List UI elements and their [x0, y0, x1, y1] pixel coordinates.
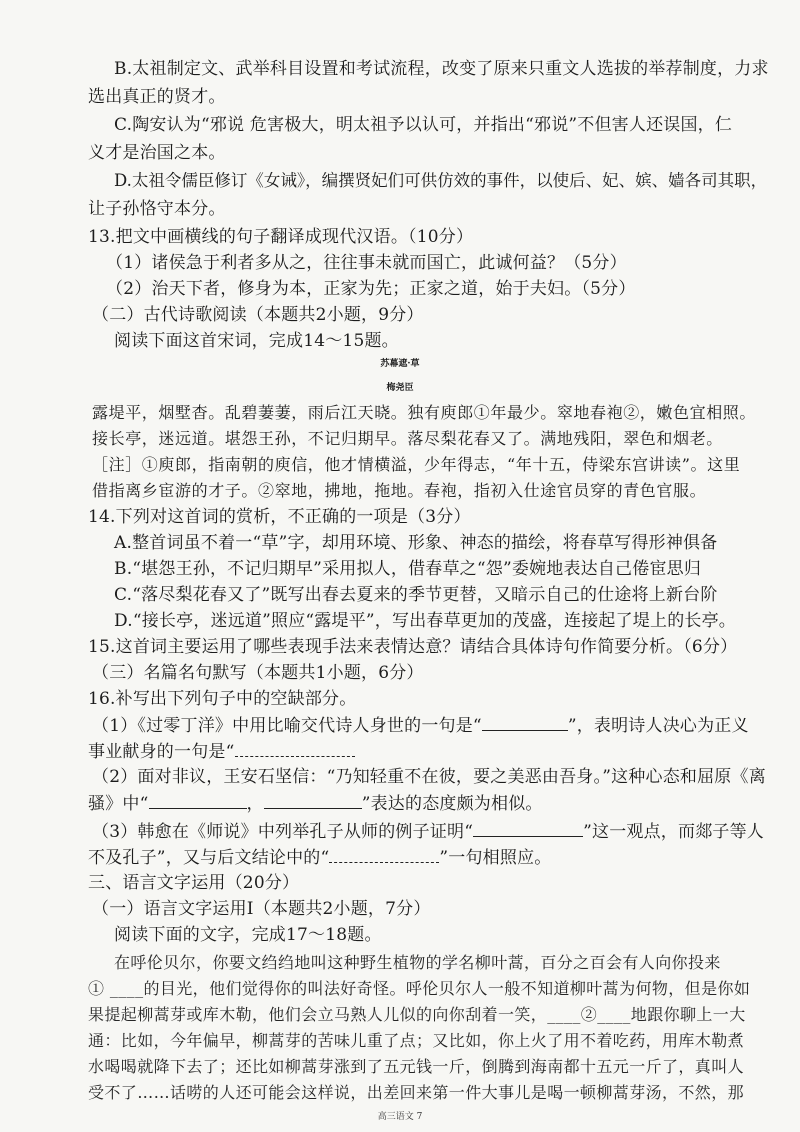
q14-option-d: D.“接长亭，迷远道”照应“露堤平”，写出春草更加的茂盛，连接起了堤上的长亭。: [114, 611, 736, 631]
q16-item-1-line-2: [88, 740, 355, 763]
q16-blank-2b[interactable]: [264, 792, 362, 809]
passage-line-5: 水喝喝就降下去了；还比如柳蒿芽涨到了五元钱一斤，倒腾到海南都十五元一斤了，真叫人: [88, 1057, 745, 1076]
poem-line-2: 接长亭，迷远道。堪怨王孙，不记归期早。落尽梨花春又了。满地残阳，翠色和烟老。: [92, 429, 723, 448]
page-number: 高三语文 7: [377, 1112, 423, 1122]
passage-line-3: 果提起柳蒿芽或库木勒，他们会立马熟人儿似的向你刮着一笑，____②____地跟你聊上一大: [88, 1005, 746, 1024]
q16-blank-3b[interactable]: [329, 846, 439, 863]
q16-blank-3a[interactable]: [473, 820, 583, 837]
q16-item-3-text-before: （3）韩愈在《师说》中列举孔子从师的例子证明“: [92, 822, 474, 842]
q13-title: 13.把文中画横线的句子翻译成现代汉语。（10分）: [88, 227, 474, 247]
q16-item-2-text-after: ”表达的态度颇为相似。: [361, 794, 543, 814]
poem-line-1: 露堤平，烟墅杳。乱碧萋萋，雨后江天晓。独有庾郎①年最少。窣地春袍②，嫩色宜相照。: [92, 403, 757, 422]
q16-blank-1b[interactable]: [235, 740, 355, 757]
passage-line-1: 在呼伦贝尔，你要文绉绉地叫这种野生植物的学名柳叶蒿，百分之百会有人向你投来: [114, 953, 721, 972]
q16-item-1-text-before: （1）《过零丁洋》中用比喻交代诗人身世的一句是“: [92, 716, 482, 736]
q16-item-3-text-after: ”这一观点，而郯子等人: [583, 822, 764, 842]
q16-item-2-separator: ，: [246, 794, 264, 814]
q13-item-2: （2）治天下者，修身为本，正家为先；正家之道，始于夫妇。（5分）: [106, 279, 636, 299]
q16-item-1-line-2-text: 事业献身的一句是“: [88, 742, 235, 762]
q16-item-1: [92, 714, 749, 737]
section-language-subheading: （一）语言文字运用Ⅰ（本题共2小题，7分）: [92, 899, 431, 919]
poem-note-line-1: ［注］①庾郎，指南朝的庾信，他才情横溢，少年得志，“年十五，侍梁东宫讲读”。这里: [92, 455, 741, 474]
q16-blank-2a[interactable]: [149, 792, 247, 809]
q15-title: 15.这首词主要运用了哪些表现手法来表情达意？请结合具体诗句作简要分析。（6分）: [88, 637, 738, 657]
passage-line-4: 通：比如，今年偏早，柳蒿芽的苦味儿重了点；又比如，你上火了用不着吃药，用库木勒煮: [88, 1031, 745, 1050]
q12-option-b-line1: B.太祖制定文、武举科目设置和考试流程，改变了原来只重文人选拔的举荐制度，力求: [114, 59, 769, 79]
q16-item-2-line-2: [88, 792, 543, 815]
section-famous-heading: （三）名篇名句默写（本题共1小题，6分）: [92, 663, 424, 683]
poem-title: 苏幕遮·草: [380, 359, 420, 369]
q14-option-a: A.整首词虽不着一“草”字，却用环境、形象、神态的描绘，将春草写得形神俱备: [114, 533, 718, 553]
passage-line-2: ① ____的目光，他们觉得你的叫法好奇怪。呼伦贝尔人一般不知道柳叶蒿为何物，但是你如: [88, 979, 751, 998]
q14-title: 14.下列对这首词的赏析，不正确的一项是（3分）: [88, 507, 471, 527]
q14-option-c: C.“落尽梨花春又了”既写出春去夏来的季节更替，又暗示自己的仕途将上新台阶: [114, 585, 718, 605]
q16-item-3-line-2: [88, 846, 551, 869]
section-language-instruction: 阅读下面的文字，完成17～18题。: [114, 925, 382, 945]
q16-item-1-text-after: ”，表明诗人决心为正义: [567, 716, 749, 736]
q13-item-1: （1）诸侯急于利者多从之，往往事未就而国亡，此诚何益？（5分）: [106, 253, 627, 273]
poem-note-line-2: 借指离乡宦游的才子。②窣地，拂地，拖地。春袍，指初入仕途官员穿的青色官服。: [92, 481, 707, 500]
q16-item-2-line-1: （2）面对非议，王安石坚信：“乃知轻重不在彼，要之美恶由吾身。”这种心态和屈原《离: [92, 767, 766, 787]
q16-item-3-line-1: [92, 820, 764, 843]
q16-item-3-line-2-text-before: 不及孔子”，又与后文结论中的“: [88, 848, 330, 868]
section-poetry-instruction: 阅读下面这首宋词，完成14～15题。: [114, 331, 399, 351]
q16-blank-1a[interactable]: [482, 714, 568, 731]
q12-option-d-line2: 让子孙恪守本分。: [88, 199, 226, 219]
section-poetry-heading: （二）古代诗歌阅读（本题共2小题，9分）: [92, 305, 424, 325]
q16-title: 16.补写出下列句子中的空缺部分。: [88, 689, 357, 709]
q12-option-d-line1: D.太祖令儒臣修订《女诫》，编撰贤妃们可供仿效的事件，以使后、妃、嫔、嫱各司其职，: [114, 171, 768, 190]
poem-author: 梅尧臣: [386, 383, 414, 393]
q16-item-2-text-before: 骚》中“: [88, 794, 149, 814]
section-language-heading: 三、语言文字运用（20分）: [88, 873, 300, 893]
q12-option-b-line2: 选出真正的贤才。: [88, 87, 226, 107]
q12-option-c-line1: C.陶安认为“邪说 危害极大，明太祖予以认可，并指出“邪说”不但害人还误国，仁: [114, 115, 733, 135]
passage-line-6: 受不了……话唠的人还可能会这样说，出差回来第一件大事儿是喝一顿柳蒿芽汤，不然，那: [88, 1083, 745, 1102]
q16-item-3-line-2-text-after: ”一句相照应。: [439, 848, 552, 868]
q12-option-c-line2: 义才是治国之本。: [88, 143, 226, 163]
q14-option-b: B.“堪怨王孙，不记归期早”采用拟人，借春草之“怨”委婉地表达自己倦宦思归: [114, 559, 702, 579]
